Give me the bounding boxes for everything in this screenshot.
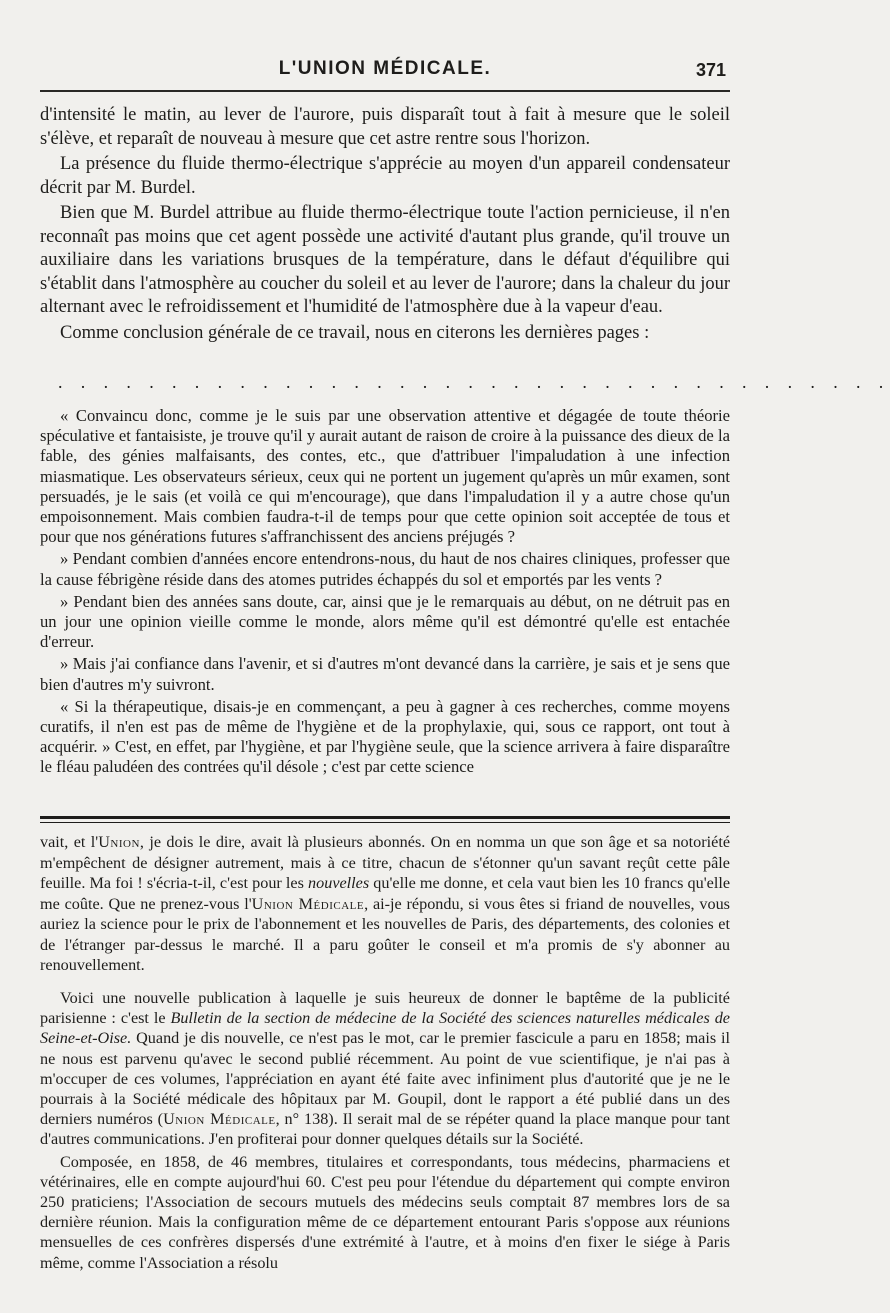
article-upper [40, 104, 730, 347]
paragraph: Bien que M. Burdel attribue au fluide thermo-électrique toute l'action pernicieuse, il n'en reconnaît pas moins que cet agent possède une activité d'autant plus grande, qu'il trouve un auxiliaire dans les variations brusques de la température, dans le défaut d'équilibre qui s'établit dans l'atmosphère au coucher du soleil et au lever de l'aurore; dans la chaleur du jour alternant avec le refroidissement et l'humidité de l'atmosphère due à la vapeur d'eau. [40, 203, 730, 317]
journal-title: L'UNION MÉDICALE. [278, 58, 492, 79]
quoted-conclusion [40, 406, 730, 780]
quote-paragraph: « Si la thérapeutique, disais-je en commençant, a peu à gagner à ces recherches, comme moyens curatifs, il n'en est pas de même de l'hygiène et de la prophylaxie, qui, sous ce rapport, ont tout à acquérir. » C'est, en effet, par l'hygiène, et par l'hygiène seule, que la science arrivera à faire disparaître le fléau paludéen des contrées qu'il désole ; c'est par cette science [40, 696, 730, 777]
paragraph: Comme conclusion générale de ce travail, nous en citerons les dernières pages : [60, 322, 650, 343]
quote-paragraph: » Pendant combien d'années encore entendrons-nous, du haut de nos chaires cliniques, professer que la cause fébrigène réside dans des atomes putrides échappés du sol et emportés par les vents ? [40, 549, 730, 589]
paragraph: La présence du fluide thermo-électrique s'apprécie au moyen d'un appareil condensateur décrit par M. Burdel. [40, 154, 730, 198]
running-header [40, 56, 730, 86]
header-rule [40, 90, 730, 92]
paragraph: vait, et l'Union, je dois le dire, avait là plusieurs abonnés. On en nomma un que son âge et sa notoriété m'empêchent de désigner autrement, mais à ce titre, chacun de s'étonner qu'un savant reçût cette pâle feuille. Ma foi ! s'écria-t-il, c'est pour les nouvelles qu'elle me donne, et cela vaut bien les 10 francs qu'elle me coûte. Que ne prenez-vous l'Union Médicale, ai-je répondu, si vous êtes si friand de nouvelles, vous auriez la science pour le prix de l'abonnement et les nouvelles de Paris, des départements, des colonies et de l'étranger par-dessus le marché. Il a paru goûter le conseil et m'a promis de s'y abonner au renouvellement. [40, 833, 730, 974]
paragraph: d'intensité le matin, au lever de l'aurore, puis disparaît tout à fait à mesure que le soleil s'élève, et reparaît de nouveau à mesure que cet astre rentre sous l'horizon. [40, 105, 730, 149]
page-number: 371 [695, 60, 726, 80]
paragraph: Voici une nouvelle publication à laquelle je suis heureux de donner le baptême de la publicité parisienne : c'est le Bulletin de la section de médecine de la Société des sciences naturelles médicales de Seine-et-Oise. Quand je dis nouvelle, ce n'est pas le mot, car le premier fascicule a paru en 1858; mais il ne nous est parvenu qu'avec le second publié récemment. Au point de vue scientifique, je n'ai pas à m'occuper de ces volumes, l'appréciation en ayant été faite avec infiniment plus d'autorité que je ne le pourrais à la Société médicale des hôpitaux par M. Goupil, dont le rapport a été publié dans un des derniers numéros (Union Médicale, n° 138). Il serait mal de se répéter quand la place manque pour tant d'autres communications. J'en profiterai pour donner quelques détails sur la Société. [40, 989, 730, 1149]
ellipsis-line: . . . . . . . . . . . . . . . . . . . . . . . . . . . . . . . . . . . . . [58, 372, 890, 392]
feuilleton-new-publication [40, 988, 730, 1275]
quote-paragraph: » Mais j'ai confiance dans l'avenir, et si d'autres m'ont devancé dans la carrière, je sais et je sens que bien d'autres m'y suivront. [40, 654, 730, 694]
quote-paragraph: » Pendant bien des années sans doute, car, ainsi que je le remarquais au début, on ne détruit pas en un jour une opinion vieille comme le monde, alors même qu'il est démontré qu'elle est entachée d'erreur. [40, 591, 730, 652]
section-rule-thin [40, 822, 730, 823]
feuilleton-continued [40, 832, 730, 976]
section-rule [40, 816, 730, 819]
paragraph: Composée, en 1858, de 46 membres, titulaires et correspondants, tous médecins, pharmaciens et vétérinaires, elle en compte aujourd'hui 60. C'est peu pour l'étendue du département qui compte environ 250 praticiens; l'Association de secours mutuels des médecins seuls comptait 87 membres lors de sa dernière réunion. Mais la configuration même de ce département entourant Paris s'oppose aux réunions mensuelles de ces confrères dispersés d'une extrémité à l'autre, et à moins d'en fixer le siége à Paris même, comme l'Association a résolu [40, 1152, 730, 1272]
quote-paragraph: « Convaincu donc, comme je le suis par une observation attentive et dégagée de toute théorie spéculative et fantaisiste, je trouve qu'il y aurait autant de raison de croire à la puissance des dieux de la fable, des génies malfaisants, des contes, etc., que d'attribuer l'impaludation à une infection miasmatique. Les observateurs sérieux, ceux qui ne portent un jugement qu'après un mûr examen, sont persuadés, je le sais (et voilà ce qui m'encourage), que dans l'impaludation il y a autre chose qu'un empoisonnement. Mais combien faudra-t-il de temps pour que cette opinion soit acceptée de tous et pour que nos générations futures s'affranchissent des anciens préjugés ? [40, 406, 730, 547]
